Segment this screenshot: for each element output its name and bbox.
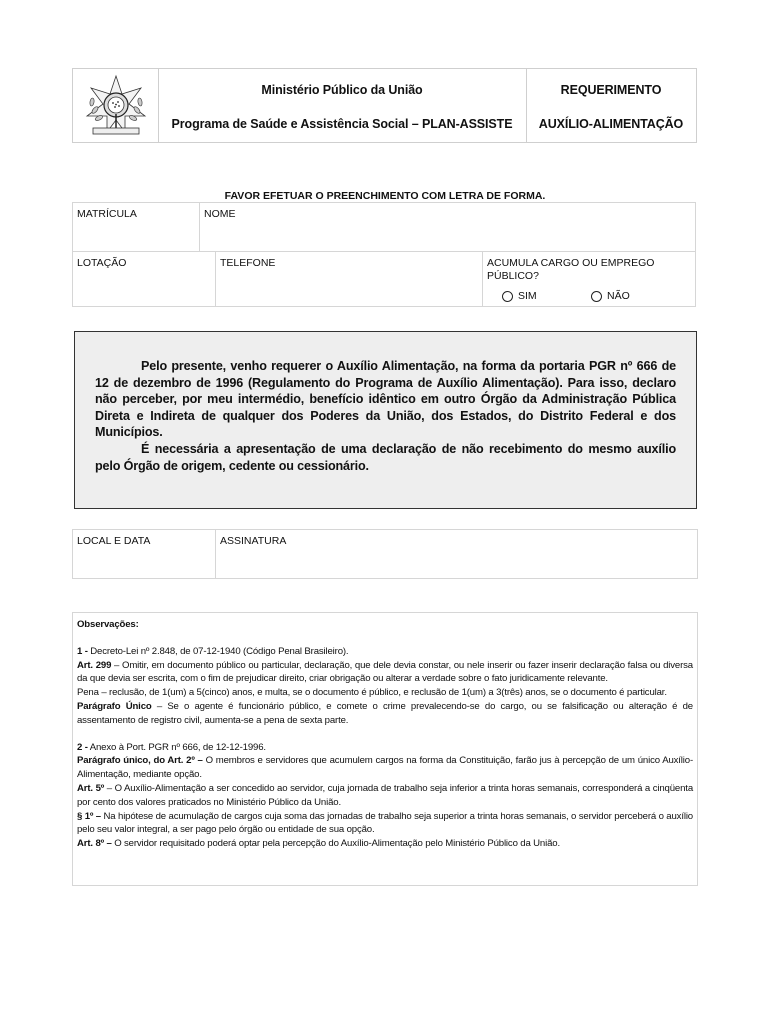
obs-pena: Pena – reclusão, de 1(um) a 5(cinco) anos, e multa, se o documento é público, e reclusão de 1(um) a 3(três) anos, se o documento é particular. [77, 687, 667, 699]
program-name: Programa de Saúde e Assistência Social – PLAN-ASSISTE [171, 117, 513, 131]
local-data-label: LOCAL E DATA [77, 535, 151, 547]
declaration-box [74, 331, 697, 509]
assinatura-field[interactable] [215, 529, 698, 579]
radio-nao[interactable] [591, 290, 630, 302]
observations-box [72, 612, 698, 886]
nome-label: NOME [204, 208, 236, 220]
obs-art-299: Art. 299 – Omitir, em documento público ou particular, declaração, que dele devia constar, ou nele inserir ou fazer inserir declaração falsa ou diversa da que devia ser escrita, com o fim de prejudicar direito, criar obrigação ou alterar a verdade sobre o fato juridicamente relevante. [77, 659, 693, 685]
radio-sim[interactable] [502, 290, 537, 302]
obs-art-8: Art. 8º – O servidor requisitado poderá optar pela percepção do Auxílio-Alimentação pelo Ministério Público da União. [77, 838, 560, 850]
radio-circle-icon[interactable] [591, 291, 602, 302]
lotacao-field[interactable] [72, 251, 216, 307]
obs-art-5: Art. 5º – O Auxílio-Alimentação a ser concedido ao servidor, cuja jornada de trabalho seja inferior a trinta horas semanais, corresponderá a cinqüenta por cento dos valores praticados no Ministério Público da União. [77, 782, 694, 808]
nome-field[interactable] [199, 202, 696, 252]
obs-item-2: 2 - Anexo à Port. PGR nº 666, de 12-12-1996. [77, 741, 266, 753]
declaration-paragraph-2: É necessária a apresentação de uma declaração de não recebimento do mesmo auxílio pelo Órgão de origem, cedente ou cessionário. [95, 441, 676, 473]
telefone-field[interactable] [215, 251, 483, 307]
matricula-field[interactable] [72, 202, 200, 252]
document-header [72, 68, 697, 143]
fill-instruction: FAVOR EFETUAR O PREENCHIMENTO COM LETRA DE FORMA. [224, 190, 546, 202]
matricula-label: MATRÍCULA [77, 208, 137, 220]
document-subject: AUXÍLIO-ALIMENTAÇÃO [538, 117, 684, 131]
radio-circle-icon[interactable] [502, 291, 513, 302]
radio-nao-label: NÃO [607, 290, 630, 302]
acumula-cargo-label-line2: PÚBLICO? [487, 270, 539, 282]
organization-name: Ministério Público da União [261, 83, 423, 97]
telefone-label: TELEFONE [220, 257, 276, 269]
obs-paragrafo-1: § 1º – Na hipótese de acumulação de cargos cuja soma das jornadas de trabalho seja superior a trinta horas semanais, o servidor perceberá o auxílio pelo seu valor integral, a ser pago pelo órgão ou entidade de sua opção. [77, 810, 693, 836]
brazil-coat-of-arms-icon [81, 74, 151, 138]
declaration-paragraph-1: Pelo presente, venho requerer o Auxílio Alimentação, na forma da portaria PGR nº 666 de 12 de dezembro de 1996 (Regulamento do Programa de Auxílio Alimentação). Para isso, declaro não perceber, por meu intermédio, benefício idêntico em outro Órgão da Administração Pública Direta e Indireta de qualquer dos Poderes da União, dos Estados, do Distrito Federal e dos Municípios. [95, 359, 676, 440]
obs-paragrafo-art-2: Parágrafo único, do Art. 2º – O membros e servidores que acumulem cargos na forma da Constituição, farão jus à percepção de um único Auxílio-Alimentação, mediante opção. [77, 755, 694, 781]
observations-title: Observações: [77, 619, 139, 630]
radio-sim-label: SIM [518, 290, 537, 302]
assinatura-label: ASSINATURA [220, 535, 287, 547]
document-title-block [526, 69, 696, 142]
local-data-field[interactable] [72, 529, 216, 579]
document-type: REQUERIMENTO [560, 83, 662, 97]
lotacao-label: LOTAÇÃO [77, 257, 127, 269]
organization-title-block [158, 69, 527, 142]
acumula-cargo-label-line1: ACUMULA CARGO OU EMPREGO [487, 257, 655, 269]
obs-paragrafo-unico: Parágrafo Único – Se o agente é funcionário público, e comete o crime prevalecendo-se do cargo, ou se falsificação ou alteração é de assentamento de registro civil, aumenta-se a pena de sexta parte. [77, 700, 693, 726]
coat-of-arms-logo [73, 69, 159, 142]
obs-item-1: 1 - Decreto-Lei nº 2.848, de 07-12-1940 (Código Penal Brasileiro). [77, 645, 349, 657]
